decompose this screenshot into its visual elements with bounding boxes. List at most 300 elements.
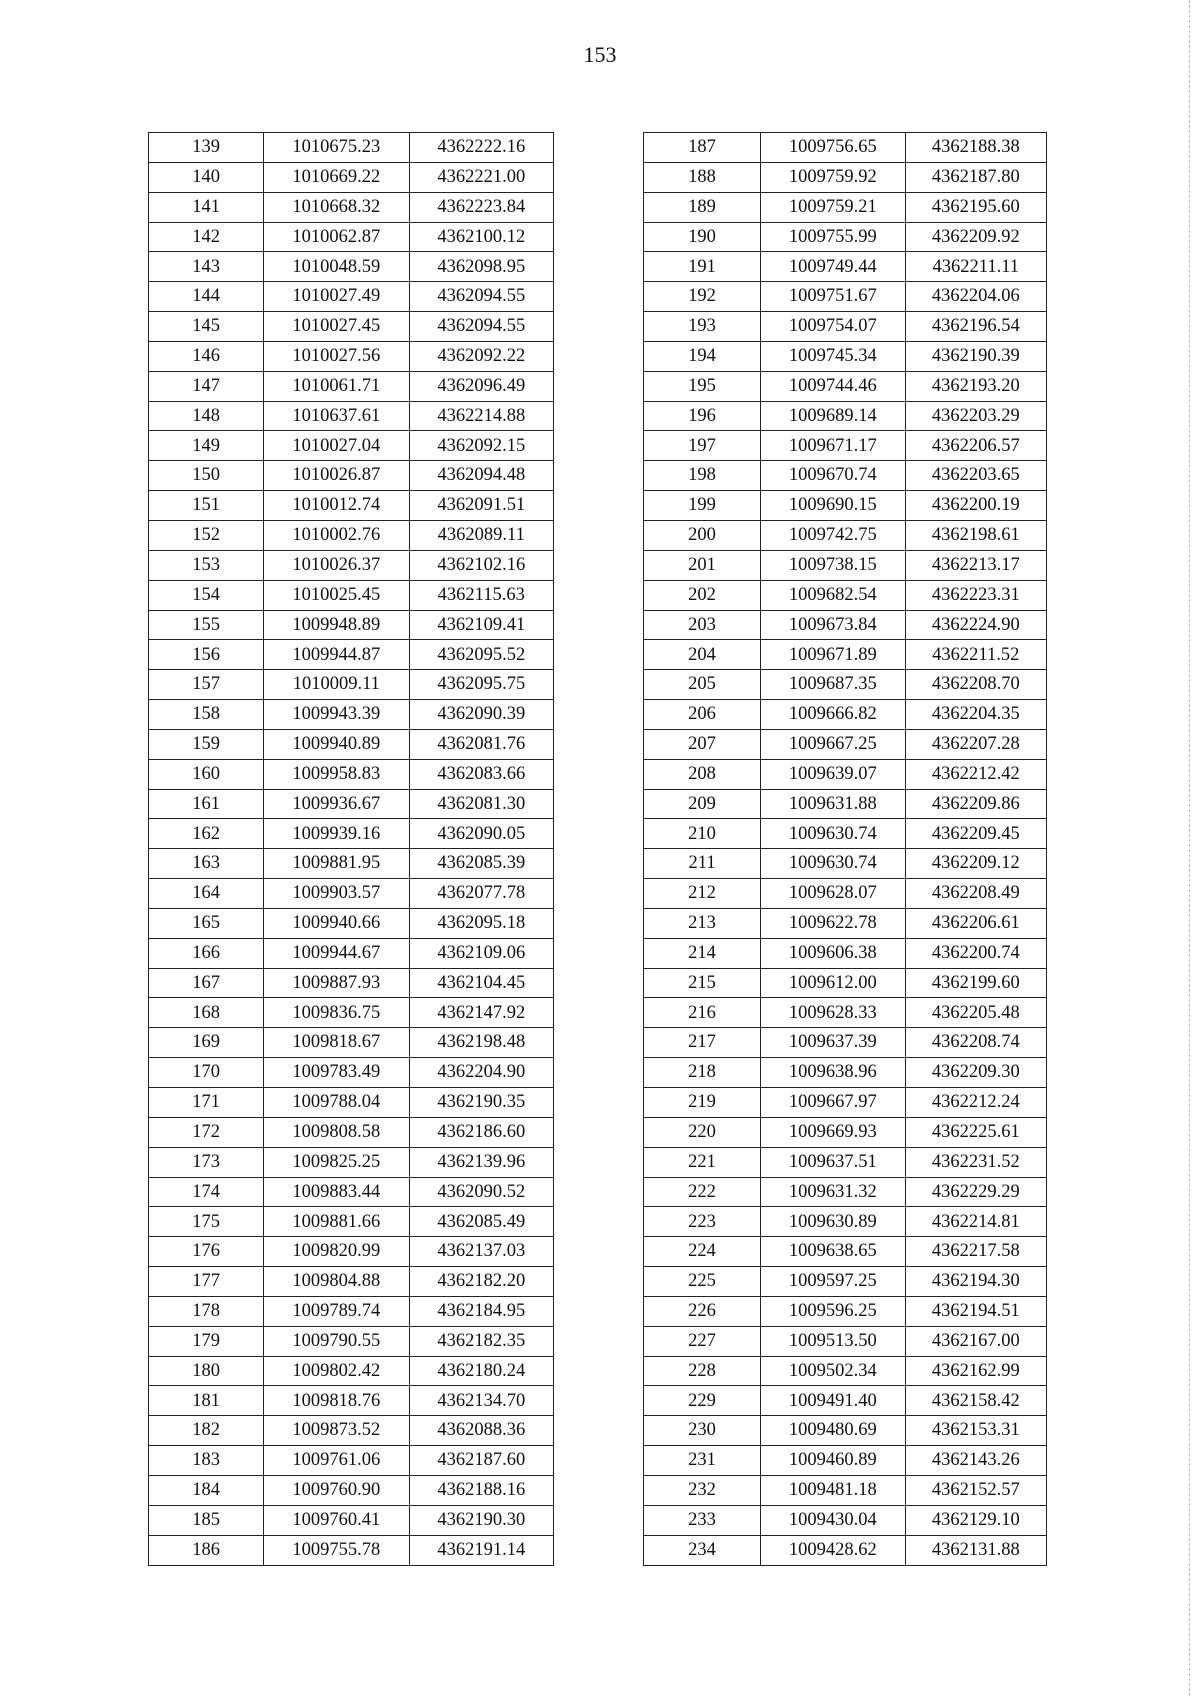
y-coordinate-cell: 4362186.60	[409, 1117, 553, 1147]
table-row	[149, 729, 554, 759]
table-row	[149, 1505, 554, 1535]
table-row	[149, 968, 554, 998]
point-number-cell: 229	[644, 1386, 761, 1416]
y-coordinate-cell: 4362162.99	[905, 1356, 1046, 1386]
y-coordinate-cell: 4362208.74	[905, 1028, 1046, 1058]
y-coordinate-cell: 4362143.26	[905, 1446, 1046, 1476]
x-coordinate-cell: 1009818.76	[264, 1386, 409, 1416]
x-coordinate-cell: 1009481.18	[761, 1475, 905, 1505]
x-coordinate-cell: 1009903.57	[264, 879, 409, 909]
table-row	[644, 849, 1047, 879]
table-row	[644, 968, 1047, 998]
y-coordinate-cell: 4362134.70	[409, 1386, 553, 1416]
x-coordinate-cell: 1009948.89	[264, 610, 409, 640]
point-number-cell: 175	[149, 1207, 264, 1237]
table-row	[644, 1535, 1047, 1565]
point-number-cell: 186	[149, 1535, 264, 1565]
y-coordinate-cell: 4362094.48	[409, 461, 553, 491]
y-coordinate-cell: 4362109.41	[409, 610, 553, 640]
table-row	[149, 491, 554, 521]
x-coordinate-cell: 1010027.56	[264, 341, 409, 371]
table-row	[644, 819, 1047, 849]
table-row	[644, 1326, 1047, 1356]
table-row	[644, 341, 1047, 371]
table-row	[644, 700, 1047, 730]
table-row	[149, 580, 554, 610]
y-coordinate-cell: 4362206.61	[905, 908, 1046, 938]
point-number-cell: 188	[644, 162, 761, 192]
y-coordinate-cell: 4362137.03	[409, 1237, 553, 1267]
y-coordinate-cell: 4362204.06	[905, 282, 1046, 312]
x-coordinate-cell: 1009671.17	[761, 431, 905, 461]
y-coordinate-cell: 4362225.61	[905, 1117, 1046, 1147]
x-coordinate-cell: 1009742.75	[761, 520, 905, 550]
x-coordinate-cell: 1009638.96	[761, 1058, 905, 1088]
x-coordinate-cell: 1009790.55	[264, 1326, 409, 1356]
table-row	[644, 759, 1047, 789]
point-number-cell: 215	[644, 968, 761, 998]
table-row	[644, 1416, 1047, 1446]
table-row	[644, 879, 1047, 909]
table-row	[149, 401, 554, 431]
x-coordinate-cell: 1009673.84	[761, 610, 905, 640]
x-coordinate-cell: 1009804.88	[264, 1267, 409, 1297]
y-coordinate-cell: 4362198.48	[409, 1028, 553, 1058]
point-number-cell: 183	[149, 1446, 264, 1476]
y-coordinate-cell: 4362092.22	[409, 341, 553, 371]
point-number-cell: 177	[149, 1267, 264, 1297]
point-number-cell: 160	[149, 759, 264, 789]
point-number-cell: 214	[644, 938, 761, 968]
y-coordinate-cell: 4362090.52	[409, 1177, 553, 1207]
table-row	[644, 520, 1047, 550]
point-number-cell: 153	[149, 550, 264, 580]
x-coordinate-cell: 1009754.07	[761, 312, 905, 342]
y-coordinate-cell: 4362095.18	[409, 908, 553, 938]
point-number-cell: 209	[644, 789, 761, 819]
x-coordinate-cell: 1009944.67	[264, 938, 409, 968]
x-coordinate-cell: 1010669.22	[264, 162, 409, 192]
x-coordinate-cell: 1010002.76	[264, 520, 409, 550]
x-coordinate-cell: 1009430.04	[761, 1505, 905, 1535]
y-coordinate-cell: 4362092.15	[409, 431, 553, 461]
point-number-cell: 234	[644, 1535, 761, 1565]
y-coordinate-cell: 4362102.16	[409, 550, 553, 580]
y-coordinate-cell: 4362100.12	[409, 222, 553, 252]
table-row	[149, 1028, 554, 1058]
x-coordinate-cell: 1009939.16	[264, 819, 409, 849]
point-number-cell: 166	[149, 938, 264, 968]
point-number-cell: 216	[644, 998, 761, 1028]
y-coordinate-cell: 4362180.24	[409, 1356, 553, 1386]
point-number-cell: 171	[149, 1088, 264, 1118]
y-coordinate-cell: 4362222.16	[409, 133, 553, 163]
table-row	[149, 1207, 554, 1237]
y-coordinate-cell: 4362187.60	[409, 1446, 553, 1476]
point-number-cell: 189	[644, 192, 761, 222]
point-number-cell: 211	[644, 849, 761, 879]
x-coordinate-cell: 1009669.93	[761, 1117, 905, 1147]
point-number-cell: 161	[149, 789, 264, 819]
table-row	[149, 640, 554, 670]
x-coordinate-cell: 1009628.07	[761, 879, 905, 909]
y-coordinate-cell: 4362083.66	[409, 759, 553, 789]
x-coordinate-cell: 1009622.78	[761, 908, 905, 938]
x-coordinate-cell: 1009682.54	[761, 580, 905, 610]
table-row	[149, 192, 554, 222]
point-number-cell: 149	[149, 431, 264, 461]
y-coordinate-cell: 4362131.88	[905, 1535, 1046, 1565]
x-coordinate-cell: 1009638.65	[761, 1237, 905, 1267]
y-coordinate-cell: 4362206.57	[905, 431, 1046, 461]
point-number-cell: 207	[644, 729, 761, 759]
x-coordinate-cell: 1009630.74	[761, 819, 905, 849]
table-row	[149, 461, 554, 491]
point-number-cell: 178	[149, 1296, 264, 1326]
point-number-cell: 192	[644, 282, 761, 312]
point-number-cell: 191	[644, 252, 761, 282]
x-coordinate-cell: 1009749.44	[761, 252, 905, 282]
y-coordinate-cell: 4362098.95	[409, 252, 553, 282]
x-coordinate-cell: 1009480.69	[761, 1416, 905, 1446]
y-coordinate-cell: 4362188.16	[409, 1475, 553, 1505]
point-number-cell: 219	[644, 1088, 761, 1118]
point-number-cell: 195	[644, 371, 761, 401]
y-coordinate-cell: 4362221.00	[409, 162, 553, 192]
table-row	[644, 1117, 1047, 1147]
point-number-cell: 204	[644, 640, 761, 670]
table-row	[644, 461, 1047, 491]
table-row	[644, 252, 1047, 282]
x-coordinate-cell: 1009491.40	[761, 1386, 905, 1416]
x-coordinate-cell: 1009630.74	[761, 849, 905, 879]
page-number: 153	[583, 42, 617, 67]
point-number-cell: 203	[644, 610, 761, 640]
x-coordinate-cell: 1009940.66	[264, 908, 409, 938]
table-row	[644, 1207, 1047, 1237]
table-row	[644, 1237, 1047, 1267]
point-number-cell: 159	[149, 729, 264, 759]
table-row	[644, 133, 1047, 163]
y-coordinate-cell: 4362199.60	[905, 968, 1046, 998]
x-coordinate-cell: 1010637.61	[264, 401, 409, 431]
x-coordinate-cell: 1009759.21	[761, 192, 905, 222]
point-number-cell: 154	[149, 580, 264, 610]
y-coordinate-cell: 4362203.29	[905, 401, 1046, 431]
table-row	[644, 431, 1047, 461]
y-coordinate-cell: 4362209.86	[905, 789, 1046, 819]
y-coordinate-cell: 4362212.42	[905, 759, 1046, 789]
y-coordinate-cell: 4362096.49	[409, 371, 553, 401]
y-coordinate-cell: 4362211.52	[905, 640, 1046, 670]
table-row	[644, 1058, 1047, 1088]
x-coordinate-cell: 1009671.89	[761, 640, 905, 670]
x-coordinate-cell: 1009818.67	[264, 1028, 409, 1058]
x-coordinate-cell: 1009825.25	[264, 1147, 409, 1177]
y-coordinate-cell: 4362088.36	[409, 1416, 553, 1446]
y-coordinate-cell: 4362213.17	[905, 550, 1046, 580]
y-coordinate-cell: 4362214.81	[905, 1207, 1046, 1237]
y-coordinate-cell: 4362147.92	[409, 998, 553, 1028]
point-number-cell: 202	[644, 580, 761, 610]
point-number-cell: 230	[644, 1416, 761, 1446]
point-number-cell: 168	[149, 998, 264, 1028]
x-coordinate-cell: 1009596.25	[761, 1296, 905, 1326]
x-coordinate-cell: 1010027.45	[264, 312, 409, 342]
point-number-cell: 143	[149, 252, 264, 282]
point-number-cell: 199	[644, 491, 761, 521]
x-coordinate-cell: 1009873.52	[264, 1416, 409, 1446]
point-number-cell: 151	[149, 491, 264, 521]
table-row	[644, 1356, 1047, 1386]
y-coordinate-cell: 4362190.35	[409, 1088, 553, 1118]
table-row	[644, 1446, 1047, 1476]
y-coordinate-cell: 4362203.65	[905, 461, 1046, 491]
coordinates-table-left	[148, 132, 554, 1566]
y-coordinate-cell: 4362207.28	[905, 729, 1046, 759]
table-row	[149, 1535, 554, 1565]
point-number-cell: 200	[644, 520, 761, 550]
point-number-cell: 179	[149, 1326, 264, 1356]
y-coordinate-cell: 4362182.20	[409, 1267, 553, 1297]
table-row	[149, 1356, 554, 1386]
point-number-cell: 201	[644, 550, 761, 580]
y-coordinate-cell: 4362209.12	[905, 849, 1046, 879]
point-number-cell: 225	[644, 1267, 761, 1297]
y-coordinate-cell: 4362223.31	[905, 580, 1046, 610]
point-number-cell: 155	[149, 610, 264, 640]
y-coordinate-cell: 4362182.35	[409, 1326, 553, 1356]
x-coordinate-cell: 1009738.15	[761, 550, 905, 580]
table-row	[644, 729, 1047, 759]
y-coordinate-cell: 4362187.80	[905, 162, 1046, 192]
point-number-cell: 180	[149, 1356, 264, 1386]
y-coordinate-cell: 4362095.52	[409, 640, 553, 670]
table-row	[149, 670, 554, 700]
y-coordinate-cell: 4362196.54	[905, 312, 1046, 342]
point-number-cell: 172	[149, 1117, 264, 1147]
point-number-cell: 163	[149, 849, 264, 879]
scan-margin-line	[1189, 0, 1190, 1696]
point-number-cell: 187	[644, 133, 761, 163]
point-number-cell: 185	[149, 1505, 264, 1535]
x-coordinate-cell: 1009760.90	[264, 1475, 409, 1505]
y-coordinate-cell: 4362191.14	[409, 1535, 553, 1565]
x-coordinate-cell: 1009802.42	[264, 1356, 409, 1386]
x-coordinate-cell: 1009788.04	[264, 1088, 409, 1118]
table-row	[644, 312, 1047, 342]
table-row	[149, 222, 554, 252]
y-coordinate-cell: 4362167.00	[905, 1326, 1046, 1356]
table-row	[644, 192, 1047, 222]
table-row	[644, 401, 1047, 431]
table-row	[149, 1147, 554, 1177]
point-number-cell: 228	[644, 1356, 761, 1386]
x-coordinate-cell: 1009637.51	[761, 1147, 905, 1177]
y-coordinate-cell: 4362077.78	[409, 879, 553, 909]
table-row	[644, 222, 1047, 252]
y-coordinate-cell: 4362209.30	[905, 1058, 1046, 1088]
y-coordinate-cell: 4362090.39	[409, 700, 553, 730]
table-row	[644, 162, 1047, 192]
y-coordinate-cell: 4362209.45	[905, 819, 1046, 849]
table-row	[644, 1177, 1047, 1207]
table-row	[149, 431, 554, 461]
x-coordinate-cell: 1009760.41	[264, 1505, 409, 1535]
table-row	[644, 1505, 1047, 1535]
y-coordinate-cell: 4362224.90	[905, 610, 1046, 640]
point-number-cell: 174	[149, 1177, 264, 1207]
y-coordinate-cell: 4362205.48	[905, 998, 1046, 1028]
x-coordinate-cell: 1009689.14	[761, 401, 905, 431]
x-coordinate-cell: 1010062.87	[264, 222, 409, 252]
x-coordinate-cell: 1010012.74	[264, 491, 409, 521]
x-coordinate-cell: 1009940.89	[264, 729, 409, 759]
point-number-cell: 182	[149, 1416, 264, 1446]
y-coordinate-cell: 4362115.63	[409, 580, 553, 610]
y-coordinate-cell: 4362204.90	[409, 1058, 553, 1088]
point-number-cell: 212	[644, 879, 761, 909]
y-coordinate-cell: 4362139.96	[409, 1147, 553, 1177]
table-row	[149, 133, 554, 163]
x-coordinate-cell: 1009883.44	[264, 1177, 409, 1207]
x-coordinate-cell: 1009637.39	[761, 1028, 905, 1058]
y-coordinate-cell: 4362085.49	[409, 1207, 553, 1237]
table-row	[644, 938, 1047, 968]
point-number-cell: 156	[149, 640, 264, 670]
x-coordinate-cell: 1009606.38	[761, 938, 905, 968]
point-number-cell: 140	[149, 162, 264, 192]
point-number-cell: 184	[149, 1475, 264, 1505]
x-coordinate-cell: 1009944.87	[264, 640, 409, 670]
x-coordinate-cell: 1009789.74	[264, 1296, 409, 1326]
x-coordinate-cell: 1009631.32	[761, 1177, 905, 1207]
table-row	[149, 162, 554, 192]
point-number-cell: 141	[149, 192, 264, 222]
y-coordinate-cell: 4362188.38	[905, 133, 1046, 163]
point-number-cell: 220	[644, 1117, 761, 1147]
y-coordinate-cell: 4362158.42	[905, 1386, 1046, 1416]
point-number-cell: 169	[149, 1028, 264, 1058]
x-coordinate-cell: 1009783.49	[264, 1058, 409, 1088]
point-number-cell: 231	[644, 1446, 761, 1476]
x-coordinate-cell: 1009667.25	[761, 729, 905, 759]
y-coordinate-cell: 4362200.74	[905, 938, 1046, 968]
point-number-cell: 170	[149, 1058, 264, 1088]
point-number-cell: 162	[149, 819, 264, 849]
x-coordinate-cell: 1009836.75	[264, 998, 409, 1028]
point-number-cell: 217	[644, 1028, 761, 1058]
x-coordinate-cell: 1009881.95	[264, 849, 409, 879]
point-number-cell: 205	[644, 670, 761, 700]
y-coordinate-cell: 4362231.52	[905, 1147, 1046, 1177]
x-coordinate-cell: 1009460.89	[761, 1446, 905, 1476]
x-coordinate-cell: 1010675.23	[264, 133, 409, 163]
x-coordinate-cell: 1010027.04	[264, 431, 409, 461]
y-coordinate-cell: 4362094.55	[409, 312, 553, 342]
point-number-cell: 142	[149, 222, 264, 252]
point-number-cell: 232	[644, 1475, 761, 1505]
y-coordinate-cell: 4362198.61	[905, 520, 1046, 550]
x-coordinate-cell: 1009756.65	[761, 133, 905, 163]
point-number-cell: 144	[149, 282, 264, 312]
point-number-cell: 221	[644, 1147, 761, 1177]
y-coordinate-cell: 4362095.75	[409, 670, 553, 700]
table-row	[644, 1147, 1047, 1177]
table-row	[644, 550, 1047, 580]
point-number-cell: 181	[149, 1386, 264, 1416]
y-coordinate-cell: 4362229.29	[905, 1177, 1046, 1207]
point-number-cell: 227	[644, 1326, 761, 1356]
x-coordinate-cell: 1010025.45	[264, 580, 409, 610]
table-row	[149, 1117, 554, 1147]
point-number-cell: 150	[149, 461, 264, 491]
table-row	[149, 789, 554, 819]
y-coordinate-cell: 4362094.55	[409, 282, 553, 312]
table-row	[149, 1267, 554, 1297]
x-coordinate-cell: 1009744.46	[761, 371, 905, 401]
table-row	[644, 908, 1047, 938]
y-coordinate-cell: 4362081.76	[409, 729, 553, 759]
y-coordinate-cell: 4362194.51	[905, 1296, 1046, 1326]
x-coordinate-cell: 1010026.37	[264, 550, 409, 580]
table-row	[149, 550, 554, 580]
point-number-cell: 213	[644, 908, 761, 938]
table-row	[149, 282, 554, 312]
table-row	[149, 1386, 554, 1416]
y-coordinate-cell: 4362081.30	[409, 789, 553, 819]
table-row	[149, 879, 554, 909]
point-number-cell: 208	[644, 759, 761, 789]
point-number-cell: 198	[644, 461, 761, 491]
table-row	[149, 700, 554, 730]
table-row	[644, 371, 1047, 401]
table-row	[149, 908, 554, 938]
point-number-cell: 194	[644, 341, 761, 371]
point-number-cell: 146	[149, 341, 264, 371]
point-number-cell: 167	[149, 968, 264, 998]
y-coordinate-cell: 4362193.20	[905, 371, 1046, 401]
y-coordinate-cell: 4362190.30	[409, 1505, 553, 1535]
table-row	[149, 1058, 554, 1088]
table-row	[149, 1326, 554, 1356]
table-row	[644, 580, 1047, 610]
table-row	[644, 670, 1047, 700]
table-row	[149, 998, 554, 1028]
x-coordinate-cell: 1009428.62	[761, 1535, 905, 1565]
point-number-cell: 147	[149, 371, 264, 401]
point-number-cell: 190	[644, 222, 761, 252]
y-coordinate-cell: 4362208.49	[905, 879, 1046, 909]
y-coordinate-cell: 4362153.31	[905, 1416, 1046, 1446]
y-coordinate-cell: 4362184.95	[409, 1296, 553, 1326]
x-coordinate-cell: 1009745.34	[761, 341, 905, 371]
table-row	[149, 819, 554, 849]
x-coordinate-cell: 1010061.71	[264, 371, 409, 401]
y-coordinate-cell: 4362089.11	[409, 520, 553, 550]
table-row	[149, 1446, 554, 1476]
x-coordinate-cell: 1009759.92	[761, 162, 905, 192]
x-coordinate-cell: 1009936.67	[264, 789, 409, 819]
table-row	[149, 938, 554, 968]
table-row	[644, 1028, 1047, 1058]
y-coordinate-cell: 4362200.19	[905, 491, 1046, 521]
table-row	[644, 1267, 1047, 1297]
point-number-cell: 218	[644, 1058, 761, 1088]
x-coordinate-cell: 1009687.35	[761, 670, 905, 700]
point-number-cell: 157	[149, 670, 264, 700]
x-coordinate-cell: 1009690.15	[761, 491, 905, 521]
